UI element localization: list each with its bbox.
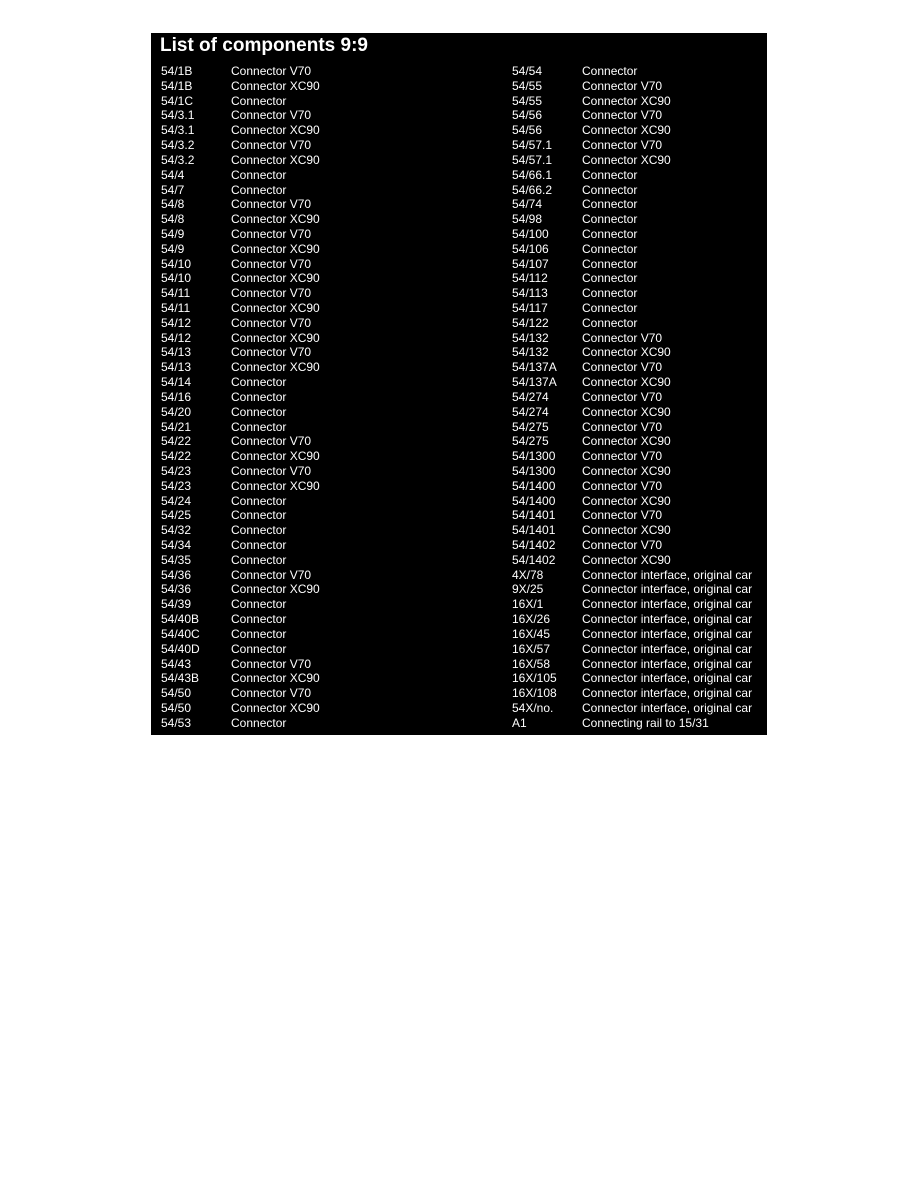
component-row — [512, 212, 752, 227]
component-row — [161, 671, 320, 686]
component-description: Connector V70 — [582, 389, 663, 404]
component-description: Connector — [231, 182, 287, 197]
component-row — [512, 79, 752, 94]
component-code: 54/112 — [512, 271, 548, 286]
component-description: Connector V70 — [231, 197, 312, 212]
component-row — [512, 686, 752, 701]
component-description: Connector V70 — [231, 434, 312, 449]
component-description: Connecting rail to 15/31 — [582, 715, 709, 730]
component-code: 54/22 — [161, 434, 192, 449]
component-row — [161, 612, 320, 627]
component-code: 54/132 — [512, 345, 549, 360]
component-description: Connector interface, original car — [582, 671, 753, 686]
component-code: 54/275 — [512, 434, 549, 449]
component-code: 54/50 — [161, 686, 192, 701]
component-code: 54/23 — [161, 463, 192, 478]
component-description: Connector — [231, 375, 287, 390]
component-code: 16X/108 — [512, 686, 557, 701]
component-description: Connector XC90 — [582, 123, 671, 138]
component-row — [161, 153, 320, 168]
component-code: 54/36 — [161, 582, 192, 597]
component-description: Connector XC90 — [582, 523, 671, 538]
component-row — [161, 183, 320, 198]
component-code: 54/8 — [161, 212, 185, 227]
component-row — [512, 242, 752, 257]
component-description: Connector — [231, 389, 287, 404]
component-code: 54/32 — [161, 523, 192, 538]
components-panel — [151, 33, 767, 735]
component-row — [512, 642, 752, 657]
component-description: Connector XC90 — [231, 301, 320, 315]
component-description: Connector V70 — [582, 538, 663, 552]
component-description: Connector V70 — [231, 686, 312, 701]
component-code: 16X/1 — [512, 597, 544, 612]
component-description: Connector V70 — [582, 330, 663, 345]
component-code: 54/24 — [161, 493, 192, 508]
component-description: Connector — [231, 404, 287, 419]
component-code: 54/56 — [512, 108, 543, 123]
component-row — [512, 64, 752, 79]
component-description: Connector V70 — [231, 226, 312, 241]
component-code: 54/12 — [161, 315, 192, 330]
component-description: Connector — [582, 286, 638, 301]
component-description: Connector V70 — [582, 108, 663, 123]
component-code: 54/55 — [512, 78, 543, 93]
component-row — [512, 582, 752, 597]
component-row — [161, 701, 320, 716]
component-row — [161, 94, 320, 109]
component-description: Connector XC90 — [582, 152, 671, 167]
component-code: 54/54 — [512, 64, 543, 78]
page-title: List of components 9:9 — [160, 35, 368, 56]
component-row — [161, 316, 320, 331]
component-description: Connector V70 — [231, 138, 312, 153]
component-row — [512, 553, 752, 568]
component-code: 54/137A — [512, 360, 557, 375]
component-description: Connector — [231, 93, 287, 108]
component-description: Connector — [582, 256, 638, 271]
component-row — [512, 597, 752, 612]
component-description: Connector — [582, 182, 638, 197]
component-row — [512, 331, 752, 346]
component-description: Connector XC90 — [582, 404, 671, 419]
component-description: Connector XC90 — [231, 360, 320, 375]
component-row — [161, 420, 320, 435]
component-description: Connector XC90 — [582, 375, 671, 390]
component-description: Connector V70 — [582, 508, 663, 523]
component-code: 54/40B — [161, 612, 200, 627]
component-code: 4X/78 — [512, 567, 544, 582]
component-description: Connector V70 — [231, 256, 312, 271]
component-description: Connector interface, original car — [582, 656, 753, 671]
component-description: Connector V70 — [582, 360, 663, 375]
component-row — [161, 390, 320, 405]
component-description: Connector — [231, 493, 287, 508]
component-description: Connector V70 — [231, 315, 312, 330]
component-row — [512, 286, 752, 301]
component-code: 54X/no. — [512, 700, 554, 715]
component-code: A1 — [512, 715, 527, 730]
component-description: Connector — [231, 538, 287, 552]
component-description: Connector XC90 — [231, 700, 320, 715]
component-code: 54/100 — [512, 226, 549, 241]
component-code: 54/106 — [512, 241, 549, 256]
component-code: 54/9 — [161, 226, 185, 241]
component-code: 54/9 — [161, 241, 185, 256]
component-code: 54/3.1 — [161, 108, 195, 123]
component-code: 54/107 — [512, 256, 549, 271]
component-row — [161, 360, 320, 375]
component-row — [161, 568, 320, 583]
component-code: 16X/58 — [512, 656, 551, 671]
component-row — [161, 597, 320, 612]
component-code: 54/1C — [161, 93, 194, 108]
component-description: Connector XC90 — [582, 345, 671, 360]
component-row — [512, 671, 752, 686]
component-row — [512, 197, 752, 212]
component-row — [512, 375, 752, 390]
component-description: Connector XC90 — [231, 330, 320, 345]
component-description: Connector — [231, 552, 287, 567]
component-code: 54/122 — [512, 315, 549, 330]
component-description: Connector XC90 — [231, 212, 320, 227]
component-row — [512, 123, 752, 138]
component-code: 54/56 — [512, 123, 543, 138]
component-description: Connector XC90 — [231, 478, 320, 493]
component-description: Connector — [231, 626, 287, 641]
component-description: Connector XC90 — [231, 271, 320, 286]
component-row — [161, 108, 320, 123]
component-row — [512, 420, 752, 435]
component-row — [161, 168, 320, 183]
component-code: 54/43 — [161, 656, 192, 671]
component-row — [512, 627, 752, 642]
component-description: Connector V70 — [231, 463, 312, 478]
component-description: Connector interface, original car — [582, 626, 753, 641]
component-code: 54/10 — [161, 271, 192, 286]
component-row — [512, 612, 752, 627]
component-row — [161, 79, 320, 94]
component-row — [512, 138, 752, 153]
component-row — [512, 301, 752, 316]
component-row — [512, 479, 752, 494]
component-code: 16X/57 — [512, 641, 551, 656]
component-code: 54/1300 — [512, 449, 556, 464]
component-description: Connector — [582, 271, 638, 286]
component-description: Connector interface, original car — [582, 641, 753, 656]
component-code: 54/113 — [512, 286, 548, 301]
component-code: 54/1401 — [512, 523, 556, 538]
component-code: 54/1B — [161, 64, 193, 78]
component-row — [512, 271, 752, 286]
component-description: Connector — [582, 241, 638, 256]
component-code: 16X/105 — [512, 671, 557, 686]
component-row — [512, 168, 752, 183]
component-description: Connector — [582, 301, 638, 315]
component-row — [161, 257, 320, 272]
component-description: Connector — [582, 167, 638, 182]
component-row — [161, 538, 320, 553]
component-description: Connector — [231, 523, 287, 538]
component-row — [161, 271, 320, 286]
component-description: Connector XC90 — [231, 671, 320, 686]
component-description: Connector — [231, 508, 287, 523]
component-row — [161, 64, 320, 79]
component-description: Connector interface, original car — [582, 612, 753, 627]
component-row — [161, 494, 320, 509]
component-description: Connector interface, original car — [582, 597, 753, 612]
component-description: Connector XC90 — [582, 552, 671, 567]
component-row — [161, 331, 320, 346]
component-description: Connector V70 — [582, 138, 663, 153]
component-code: 54/22 — [161, 449, 192, 464]
component-description: Connector interface, original car — [582, 567, 753, 582]
component-description: Connector XC90 — [231, 449, 320, 464]
component-row — [161, 553, 320, 568]
component-description: Connector — [231, 641, 287, 656]
component-description: Connector — [582, 197, 638, 212]
component-row — [512, 316, 752, 331]
component-code: 54/1400 — [512, 478, 556, 493]
component-code: 54/11 — [161, 301, 191, 315]
component-code: 54/274 — [512, 404, 549, 419]
component-description: Connector — [582, 226, 638, 241]
component-code: 54/1401 — [512, 508, 556, 523]
component-description: Connector — [582, 315, 638, 330]
component-description: Connector — [231, 167, 287, 182]
component-row — [161, 582, 320, 597]
component-row — [161, 286, 320, 301]
component-description: Connector V70 — [231, 286, 312, 301]
component-code: 54/132 — [512, 330, 549, 345]
component-description: Connector V70 — [231, 64, 312, 78]
component-row — [512, 94, 752, 109]
component-description: Connector V70 — [582, 419, 663, 434]
component-row — [512, 227, 752, 242]
component-code: 54/53 — [161, 715, 192, 730]
component-code: 54/98 — [512, 212, 543, 227]
component-row — [161, 434, 320, 449]
component-description: Connector XC90 — [231, 582, 320, 597]
component-code: 54/35 — [161, 552, 192, 567]
component-code: 54/3.1 — [161, 123, 195, 138]
component-row — [512, 360, 752, 375]
component-code: 54/1402 — [512, 538, 556, 552]
component-description: Connector XC90 — [582, 434, 671, 449]
component-description: Connector — [231, 419, 287, 434]
component-code: 54/3.2 — [161, 138, 195, 153]
component-row — [161, 523, 320, 538]
component-row — [161, 716, 320, 731]
component-row — [512, 568, 752, 583]
component-list-right — [512, 64, 752, 731]
component-description: Connector — [231, 715, 287, 730]
component-code: 54/57.1 — [512, 152, 553, 167]
component-row — [161, 123, 320, 138]
component-code: 54/1300 — [512, 463, 556, 478]
component-code: 54/1402 — [512, 552, 556, 567]
component-row — [161, 508, 320, 523]
component-code: 54/7 — [161, 182, 185, 197]
component-row — [161, 375, 320, 390]
component-row — [161, 227, 320, 242]
component-code: 54/36 — [161, 567, 192, 582]
component-description: Connector V70 — [582, 449, 663, 464]
component-code: 54/74 — [512, 197, 543, 212]
component-description: Connector XC90 — [231, 152, 320, 167]
component-row — [161, 627, 320, 642]
component-description: Connector V70 — [231, 108, 312, 123]
component-description: Connector — [231, 597, 287, 612]
component-description: Connector XC90 — [231, 123, 320, 138]
component-row — [512, 257, 752, 272]
component-code: 54/55 — [512, 93, 543, 108]
component-code: 54/34 — [161, 538, 192, 552]
component-row — [161, 464, 320, 479]
component-code: 9X/25 — [512, 582, 544, 597]
component-code: 54/274 — [512, 389, 549, 404]
component-description: Connector interface, original car — [582, 686, 753, 701]
component-description: Connector interface, original car — [582, 700, 753, 715]
component-code: 54/1400 — [512, 493, 556, 508]
component-code: 54/13 — [161, 345, 192, 360]
component-row — [512, 494, 752, 509]
component-code: 54/25 — [161, 508, 192, 523]
component-row — [512, 449, 752, 464]
component-description: Connector XC90 — [582, 463, 671, 478]
component-row — [161, 212, 320, 227]
component-code: 54/13 — [161, 360, 192, 375]
component-description: Connector — [582, 64, 638, 78]
component-description: Connector — [231, 612, 287, 627]
component-code: 54/10 — [161, 256, 192, 271]
component-row — [512, 345, 752, 360]
component-row — [161, 301, 320, 316]
component-description: Connector V70 — [231, 345, 312, 360]
component-code: 54/11 — [161, 286, 191, 301]
component-row — [512, 538, 752, 553]
component-row — [161, 405, 320, 420]
component-code: 54/50 — [161, 700, 192, 715]
component-row — [512, 701, 752, 716]
component-row — [512, 390, 752, 405]
component-code: 54/21 — [161, 419, 192, 434]
component-code: 54/66.1 — [512, 167, 553, 182]
component-description: Connector — [582, 212, 638, 227]
component-code: 54/4 — [161, 167, 185, 182]
component-row — [512, 405, 752, 420]
component-code: 16X/45 — [512, 626, 551, 641]
component-row — [161, 479, 320, 494]
component-description: Connector XC90 — [582, 93, 671, 108]
component-row — [161, 686, 320, 701]
component-row — [161, 242, 320, 257]
component-code: 54/39 — [161, 597, 192, 612]
component-row — [512, 108, 752, 123]
component-code: 54/40C — [161, 626, 200, 641]
component-code: 54/8 — [161, 197, 185, 212]
component-row — [512, 716, 752, 731]
component-row — [512, 657, 752, 672]
component-code: 54/117 — [512, 301, 548, 315]
component-code: 54/57.1 — [512, 138, 553, 153]
component-row — [512, 153, 752, 168]
component-description: Connector XC90 — [582, 493, 671, 508]
component-description: Connector V70 — [231, 567, 312, 582]
component-description: Connector V70 — [582, 78, 663, 93]
component-description: Connector V70 — [582, 478, 663, 493]
component-code: 54/14 — [161, 375, 192, 390]
component-row — [161, 449, 320, 464]
component-code: 16X/26 — [512, 612, 551, 627]
component-row — [161, 345, 320, 360]
component-list-left — [161, 64, 320, 731]
component-row — [512, 523, 752, 538]
component-row — [161, 197, 320, 212]
component-code: 54/3.2 — [161, 152, 195, 167]
component-code: 54/66.2 — [512, 182, 553, 197]
component-description: Connector XC90 — [231, 241, 320, 256]
component-code: 54/12 — [161, 330, 192, 345]
component-description: Connector interface, original car — [582, 582, 753, 597]
component-row — [161, 657, 320, 672]
component-description: Connector V70 — [231, 656, 312, 671]
component-code: 54/275 — [512, 419, 549, 434]
component-row — [512, 508, 752, 523]
component-row — [512, 183, 752, 198]
component-code: 54/23 — [161, 478, 192, 493]
component-row — [161, 138, 320, 153]
component-row — [512, 434, 752, 449]
component-code: 54/137A — [512, 375, 557, 390]
component-row — [512, 464, 752, 479]
component-code: 54/43B — [161, 671, 200, 686]
component-code: 54/40D — [161, 641, 200, 656]
component-code: 54/20 — [161, 404, 192, 419]
component-row — [161, 642, 320, 657]
component-description: Connector XC90 — [231, 78, 320, 93]
component-code: 54/16 — [161, 389, 192, 404]
component-code: 54/1B — [161, 78, 193, 93]
